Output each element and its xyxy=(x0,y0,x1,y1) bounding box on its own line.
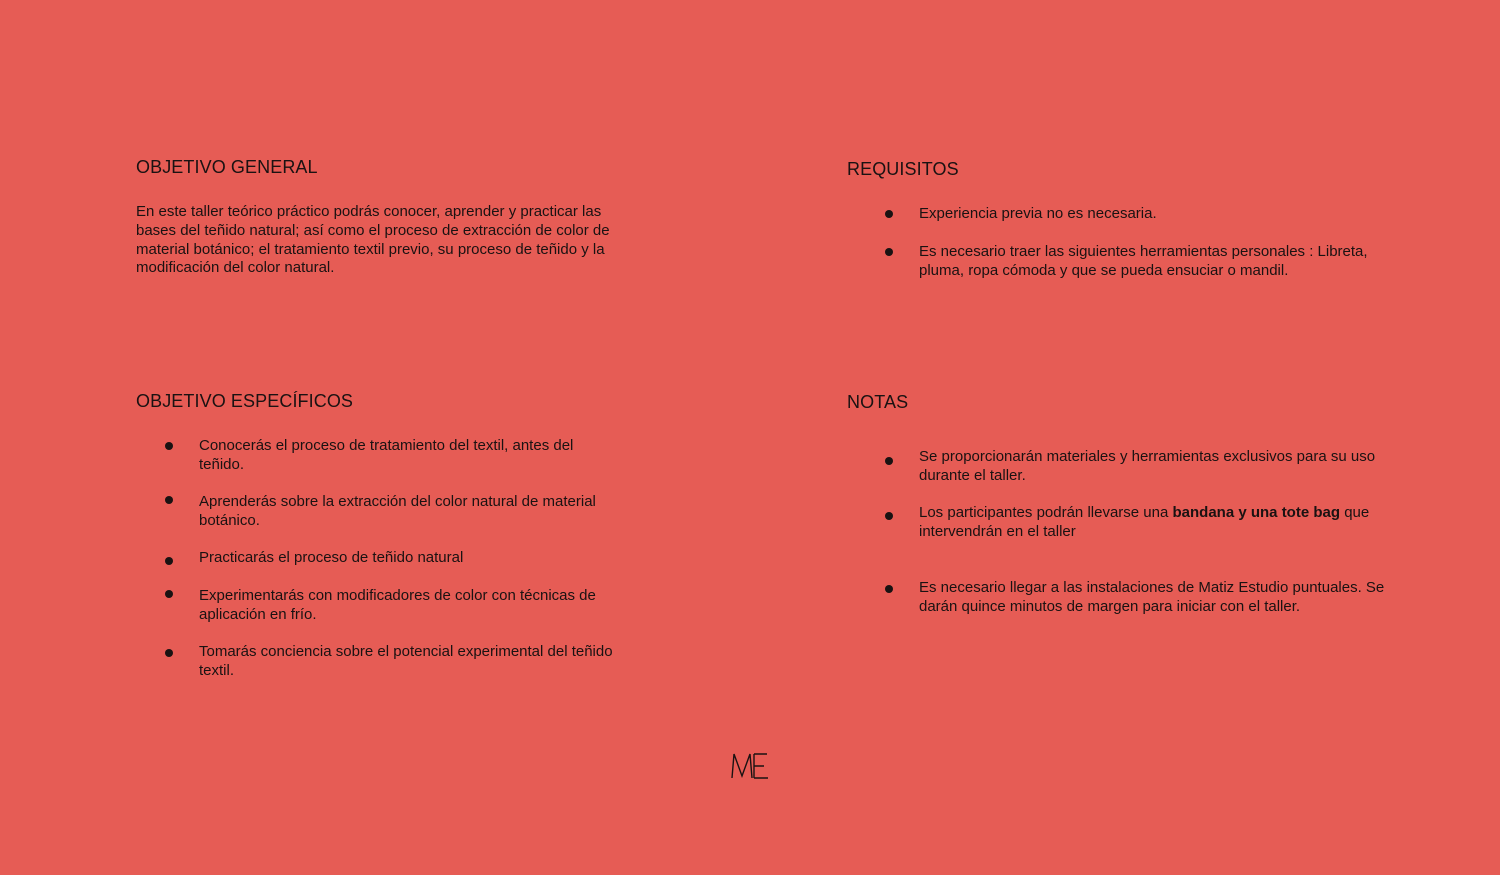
requisitos-item: Experiencia previa no es necesaria. xyxy=(919,205,1157,222)
bullet-dot xyxy=(885,457,893,465)
requisitos-item: Es necesario traer las siguientes herramientas personales : Libreta, pluma, ropa cómoda y que se pueda ensuciar o mandil. xyxy=(919,243,1368,279)
matiz-estudio-logo xyxy=(730,750,770,782)
objetivo-especifico-item: Conocerás el proceso de tratamiento del textil, antes del teñido. xyxy=(199,437,574,473)
bullet-dot xyxy=(165,649,173,657)
notas-section xyxy=(847,391,1407,631)
notas-item xyxy=(919,504,1399,542)
notas-item: Es necesario llegar a las instalaciones de Matiz Estudio puntuales. Se darán quince minutos de margen para iniciar con el taller. xyxy=(919,579,1385,615)
requisitos-title: REQUISITOS xyxy=(847,159,959,179)
objetivo-especifico-item: Experimentarás con modificadores de color con técnicas de aplicación en frío. xyxy=(199,587,596,623)
objetivo-especificos-title: OBJETIVO ESPECÍFICOS xyxy=(136,391,354,411)
objetivo-general-body: En este taller teórico práctico podrás conocer, aprender y practicar las bases del teñido natural; así como el proceso de extracción de color de material botánico; el tratamiento textil previo, su proceso de teñido y la modificación del color natural. xyxy=(136,203,610,277)
objetivo-general-section xyxy=(136,156,636,278)
objetivo-especificos-section xyxy=(136,390,636,690)
bullet-dot xyxy=(165,590,173,598)
bullet-dot xyxy=(165,557,173,565)
objetivo-especifico-item: Aprenderás sobre la extracción del color natural de material botánico. xyxy=(199,493,596,529)
objetivo-especifico-item: Practicarás el proceso de teñido natural xyxy=(199,549,464,566)
notas-item: Se proporcionarán materiales y herramientas exclusivos para su uso durante el taller. xyxy=(919,448,1376,484)
bullet-dot xyxy=(885,210,893,218)
objetivo-especifico-item: Tomarás conciencia sobre el potencial experimental del teñido textil. xyxy=(199,643,613,679)
bullet-dot xyxy=(885,585,893,593)
requisitos-section xyxy=(847,158,1407,298)
bullet-dot xyxy=(885,512,893,520)
bullet-dot xyxy=(885,248,893,256)
bullet-dot xyxy=(165,496,173,504)
bullet-dot xyxy=(165,442,173,450)
notas-title: NOTAS xyxy=(847,392,909,412)
notas-item-bold-text: bandana y una tote bag xyxy=(1172,504,1341,521)
objetivo-general-title: OBJETIVO GENERAL xyxy=(136,157,318,177)
notas-item-text: que intervendrán en el taller xyxy=(919,504,1370,540)
notas-item-text: Los participantes podrán llevarse una xyxy=(919,504,1173,521)
